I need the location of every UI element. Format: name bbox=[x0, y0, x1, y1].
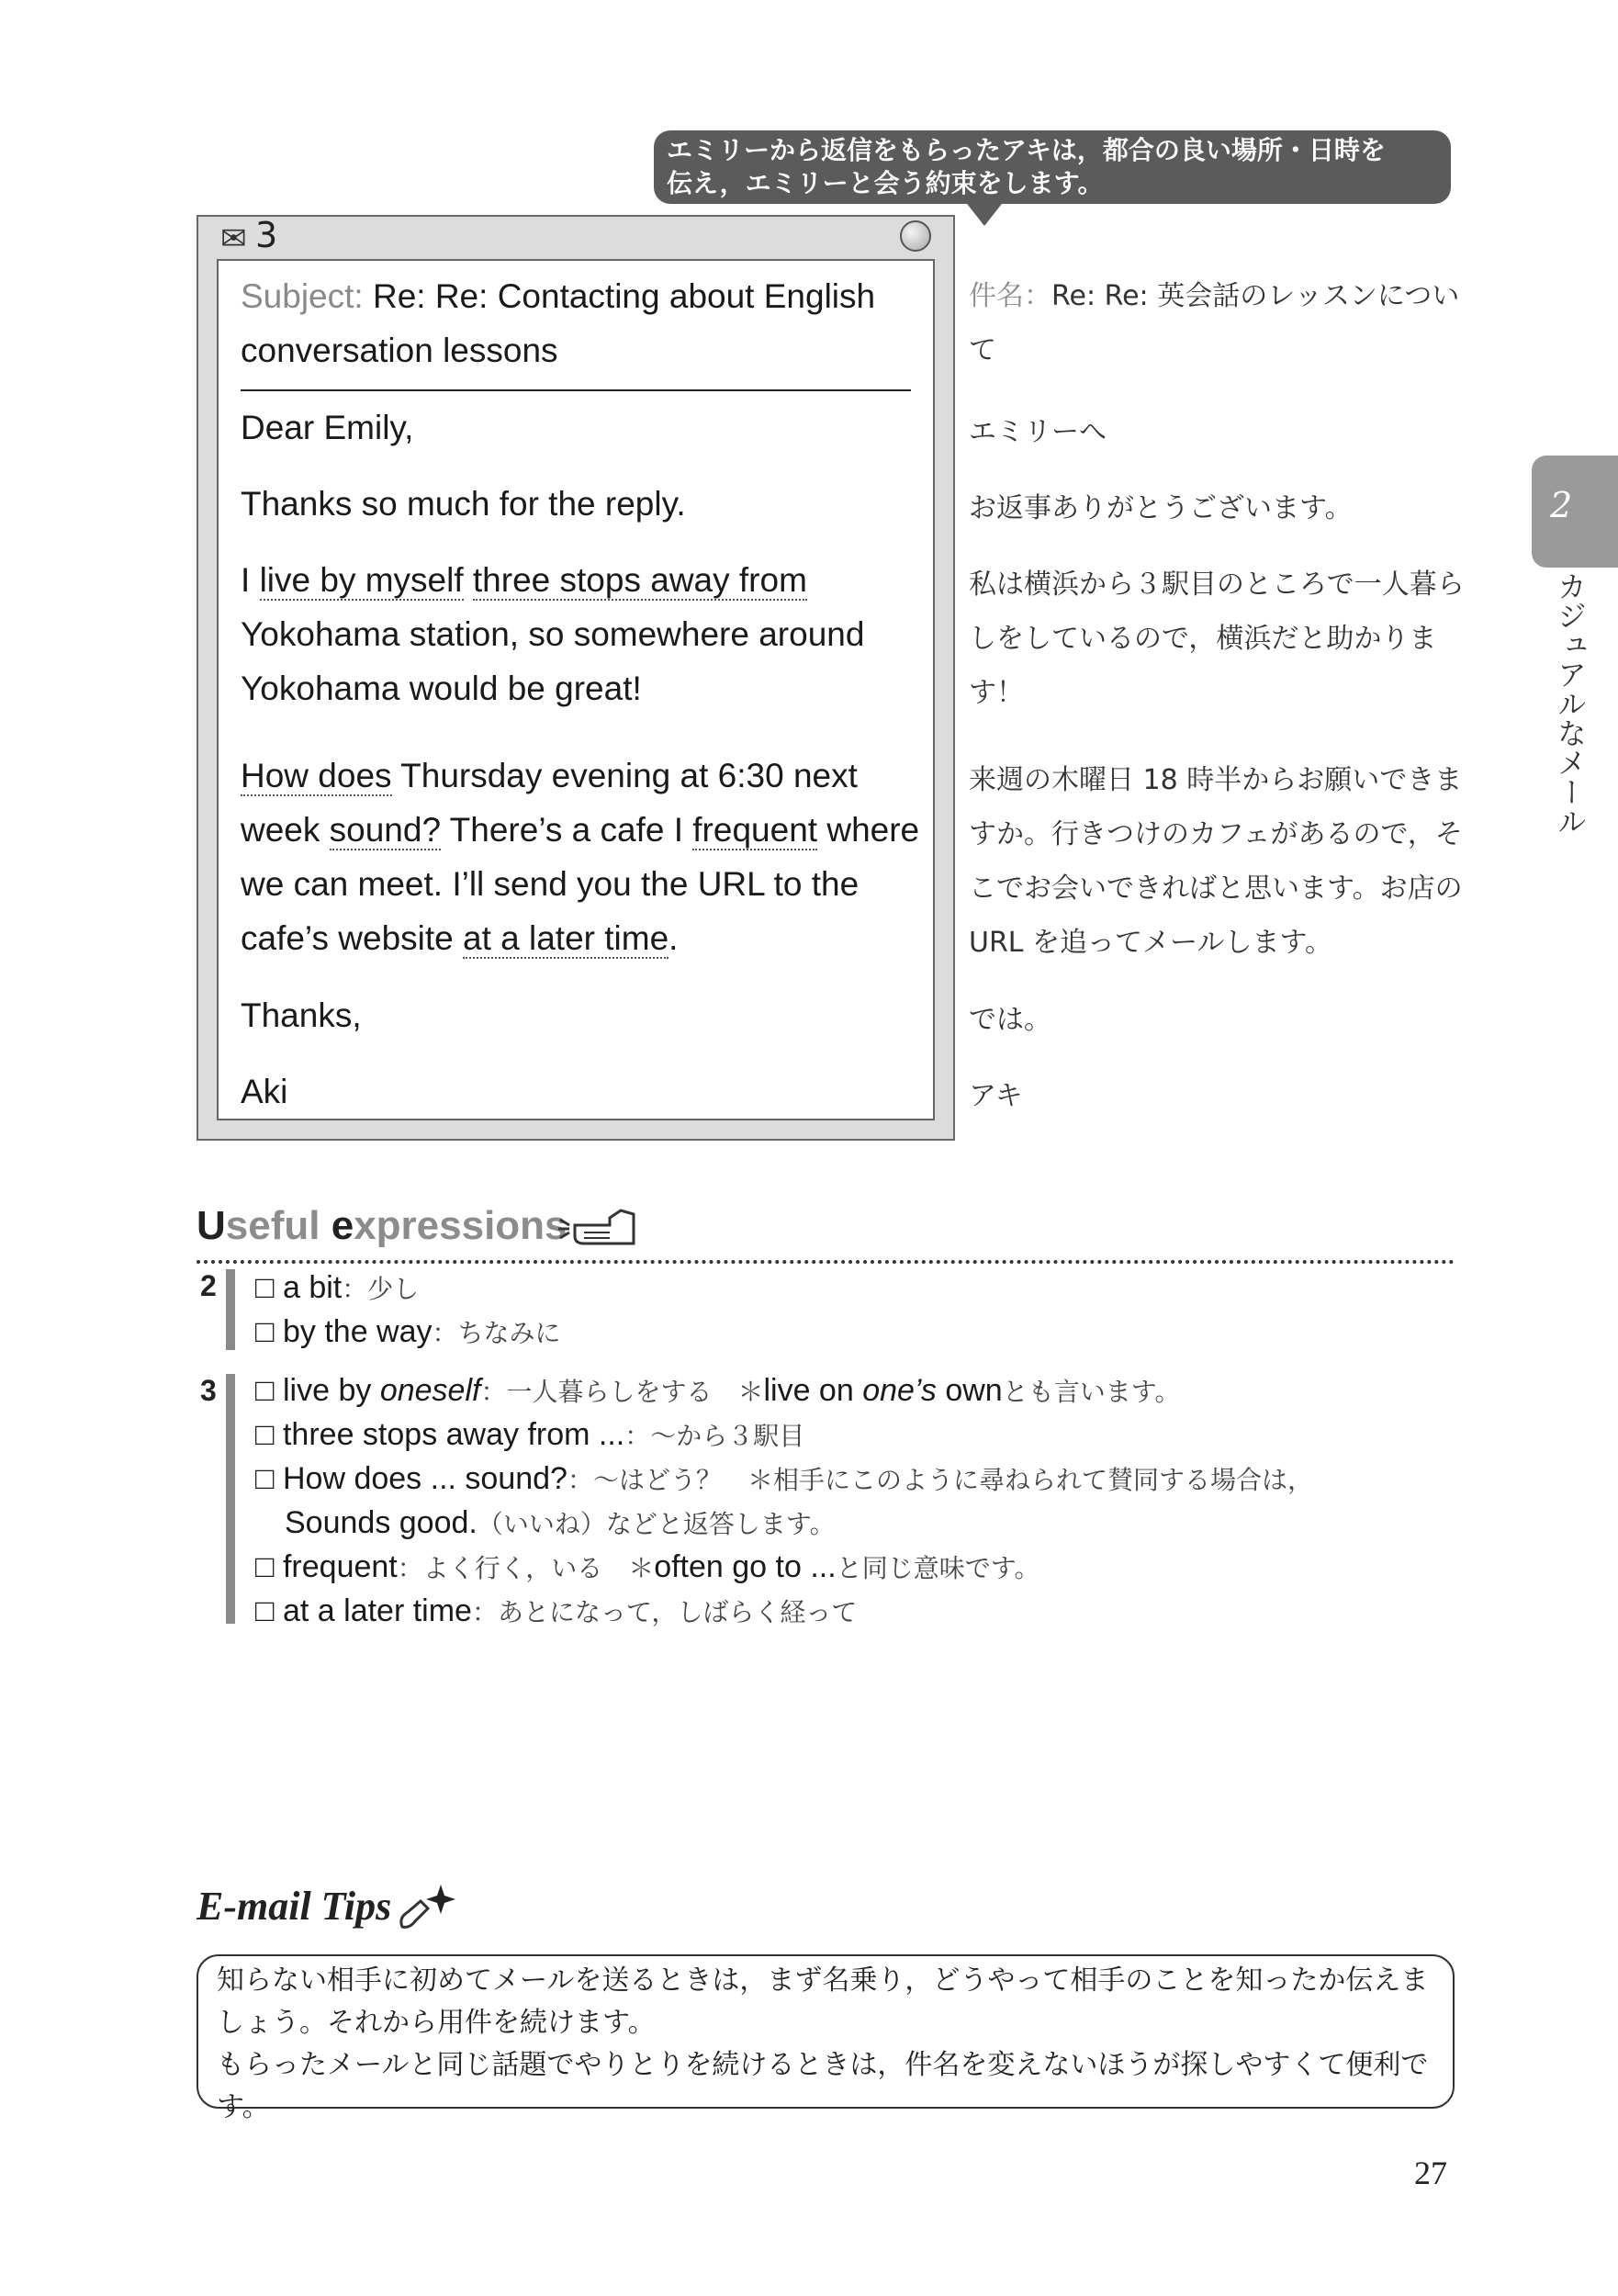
useful-expressions-title bbox=[197, 1203, 567, 1249]
highlight-phrase: How does bbox=[241, 757, 392, 794]
expression-english: a bit bbox=[282, 1270, 343, 1305]
expression-english: at a later time bbox=[282, 1593, 472, 1628]
expression-item bbox=[255, 1412, 804, 1458]
email-paragraph-1: Thanks so much for the reply. bbox=[241, 485, 686, 523]
expression-english: often go to ... bbox=[654, 1549, 837, 1584]
pointing-hand-icon bbox=[556, 1207, 639, 1247]
email-paragraph-3 bbox=[241, 748, 920, 965]
expression-english: by the way bbox=[282, 1314, 433, 1349]
expression-english: How does ... sound? bbox=[282, 1461, 567, 1496]
expression-group-number: 2 bbox=[200, 1269, 217, 1302]
email-paragraph-2 bbox=[241, 553, 920, 715]
subject-divider bbox=[241, 389, 911, 391]
sparkle-pen-icon bbox=[397, 1881, 461, 1936]
section-divider bbox=[197, 1260, 1455, 1264]
title-text: seful bbox=[225, 1203, 331, 1248]
translation-paragraph-1: お返事ありがとうございます。 bbox=[969, 492, 1353, 524]
checkbox-icon: □ bbox=[255, 1461, 283, 1496]
email-signature: Aki bbox=[241, 1073, 288, 1110]
translation-subject bbox=[969, 269, 1478, 377]
expression-japanese: ：ちなみに bbox=[432, 1318, 561, 1348]
tips-text bbox=[217, 1960, 1447, 2129]
text: . bbox=[669, 919, 679, 957]
subject-value: Re: Re: Contacting about English conversation lessons bbox=[241, 277, 876, 369]
chapter-tab bbox=[1532, 456, 1618, 568]
checkbox-icon: □ bbox=[255, 1373, 283, 1408]
checkbox-icon: □ bbox=[255, 1417, 283, 1452]
expression-english: own bbox=[936, 1373, 1003, 1408]
expression-item bbox=[255, 1457, 1313, 1503]
expression-english: three stops away from ... bbox=[282, 1417, 625, 1452]
title-initial: U bbox=[197, 1203, 226, 1248]
expression-japanese: ：よく行く，いる ＊ bbox=[397, 1553, 655, 1583]
expression-english: live on bbox=[763, 1373, 863, 1408]
expression-japanese: ：少し bbox=[342, 1274, 420, 1304]
checkbox-icon: □ bbox=[255, 1314, 283, 1349]
intro-bubble bbox=[654, 130, 1451, 204]
title-initial: e bbox=[331, 1203, 354, 1248]
checkbox-icon: □ bbox=[255, 1270, 283, 1305]
expression-english: oneself bbox=[379, 1373, 481, 1408]
tips-line: しょう。それから用件を続けます。 bbox=[217, 2007, 656, 2039]
translation-paragraph-3: 来週の木曜日 18 時半からお願いできますか。行きつけのカフェがあるので，そこでお会いできればと思います。お店の URL を追ってメールします。 bbox=[969, 764, 1463, 959]
highlight-phrase: frequent bbox=[692, 811, 818, 849]
highlight-phrase: at a later time bbox=[463, 919, 669, 957]
expression-english: frequent bbox=[282, 1549, 398, 1584]
text: Thursday evening at 6:30 next week bbox=[241, 757, 858, 849]
highlight-phrase: three stops away from bbox=[472, 561, 807, 599]
expression-group-bar bbox=[226, 1269, 235, 1350]
translation-signature: アキ bbox=[969, 1080, 1023, 1112]
tips-line: 知らない相手に初めてメールを送るときは，まず名乗り，どうやって相手のことを知ったか伝えま bbox=[217, 1964, 1429, 1997]
expression-japanese: と同じ意味です。 bbox=[836, 1553, 1040, 1583]
expression-japanese: （いいね）などと返答します。 bbox=[477, 1509, 836, 1539]
translation-subject-value: Re: Re: 英会話のレッスンについて bbox=[969, 280, 1460, 366]
highlight-phrase: sound? bbox=[329, 811, 442, 849]
text: There’s a cafe I bbox=[441, 811, 693, 849]
expression-item-continued bbox=[285, 1501, 836, 1547]
expression-english: one’s bbox=[862, 1373, 937, 1408]
email-greeting: Dear Emily, bbox=[241, 409, 414, 446]
email-subject bbox=[241, 269, 920, 377]
expression-item bbox=[255, 1545, 1039, 1591]
chapter-title: カジュアルなメール bbox=[1553, 571, 1588, 836]
text: I bbox=[241, 561, 260, 599]
translation-greeting: エミリーへ bbox=[969, 416, 1107, 448]
intro-line-2: 伝え，エミリーと会う約束をします。 bbox=[667, 168, 1104, 198]
expression-item bbox=[255, 1266, 419, 1311]
expression-japanese: ：～はどう？ ＊相手にこのように尋ねられて賛同する場合は， bbox=[567, 1465, 1313, 1495]
page-number: 27 bbox=[1414, 2155, 1447, 2191]
expression-japanese: ：～から３駅目 bbox=[624, 1421, 805, 1451]
text bbox=[464, 561, 473, 599]
bubble-tail bbox=[964, 200, 1005, 226]
expression-item bbox=[255, 1310, 561, 1356]
title-text: xpressions bbox=[354, 1203, 567, 1248]
checkbox-icon: □ bbox=[255, 1549, 283, 1584]
expression-group-number: 3 bbox=[200, 1374, 217, 1407]
expression-japanese: とも言います。 bbox=[1002, 1377, 1181, 1407]
expression-item bbox=[255, 1368, 1180, 1414]
translation-subject-label: 件名： bbox=[969, 280, 1051, 312]
tips-line: もらったメールと同じ話題でやりとりを続けるときは，件名を変えないほうが探しやすくて便利です。 bbox=[217, 2049, 1429, 2123]
email-number: 3 bbox=[255, 215, 278, 255]
expression-item bbox=[255, 1589, 857, 1635]
expression-group-bar bbox=[226, 1374, 235, 1624]
text: where we can meet. I’ll send you the URL to the cafe’s website bbox=[241, 811, 920, 957]
envelope-icon: ✉ bbox=[220, 220, 247, 257]
intro-line-1: エミリーから返信をもらったアキは，都合の良い場所・日時を bbox=[667, 135, 1386, 165]
window-button-icon bbox=[900, 220, 931, 252]
email-closing: Thanks, bbox=[241, 996, 362, 1034]
text: Yokohama station, so somewhere around Yokohama would be great! bbox=[241, 615, 865, 707]
translation-closing: では。 bbox=[969, 1004, 1051, 1036]
expression-japanese: ：一人暮らしをする ＊ bbox=[480, 1377, 764, 1407]
tips-title: E-mail Tips bbox=[197, 1884, 392, 1929]
expression-english: live by bbox=[282, 1373, 380, 1408]
chapter-number: 2 bbox=[1550, 485, 1573, 525]
expression-english: Sounds good. bbox=[285, 1505, 478, 1540]
expression-japanese: ：あとになって，しばらく経って bbox=[471, 1597, 858, 1627]
translation-paragraph-2: 私は横浜から３駅目のところで一人暮らしをしているので，横浜だと助かります！ bbox=[969, 568, 1465, 709]
subject-label: Subject: bbox=[241, 277, 364, 315]
highlight-phrase: live by myself bbox=[259, 561, 464, 599]
checkbox-icon: □ bbox=[255, 1593, 283, 1628]
